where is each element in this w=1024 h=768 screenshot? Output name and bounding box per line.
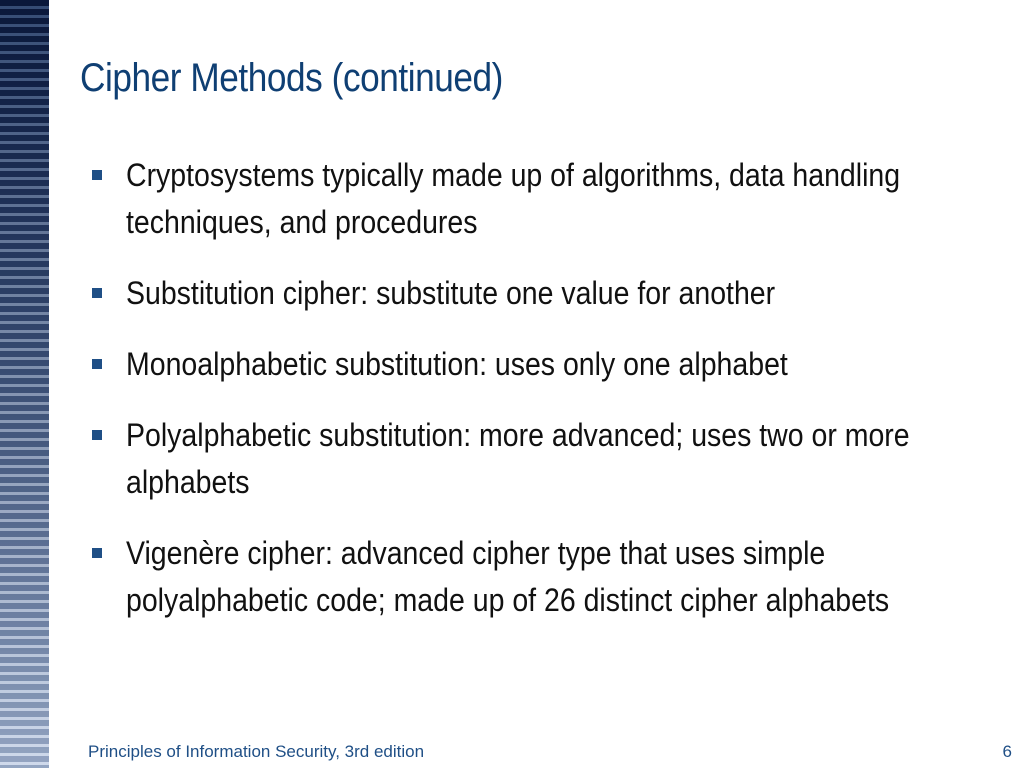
bullet-text: Polyalphabetic substitution: more advanced; uses two or more alphabets (126, 417, 910, 500)
bullet-item (92, 341, 972, 388)
bullet-item (92, 152, 972, 246)
bullet-text: Cryptosystems typically made up of algorithms, data handling techniques, and procedures (126, 157, 901, 240)
decorative-stripe-bar (0, 0, 49, 768)
stripe-edge (49, 0, 55, 768)
bullet-item (92, 270, 972, 317)
bullet-text: Vigenère cipher: advanced cipher type that uses simple polyalphabetic code; made up of 26 distinct cipher alphabets (126, 535, 890, 618)
footer-source: Principles of Information Security, 3rd edition (88, 742, 425, 761)
bullet-text: Substitution cipher: substitute one value for another (126, 275, 776, 311)
square-bullet-icon (92, 430, 102, 440)
square-bullet-icon (92, 288, 102, 298)
page-number: 6 (1002, 742, 1012, 761)
bullet-item (92, 412, 972, 506)
square-bullet-icon (92, 359, 102, 369)
bullet-list (92, 152, 972, 648)
bullet-text: Monoalphabetic substitution: uses only one alphabet (126, 346, 788, 382)
square-bullet-icon (92, 170, 102, 180)
square-bullet-icon (92, 548, 102, 558)
slide-title: Cipher Methods (continued) (80, 56, 503, 100)
bullet-item (92, 530, 972, 624)
